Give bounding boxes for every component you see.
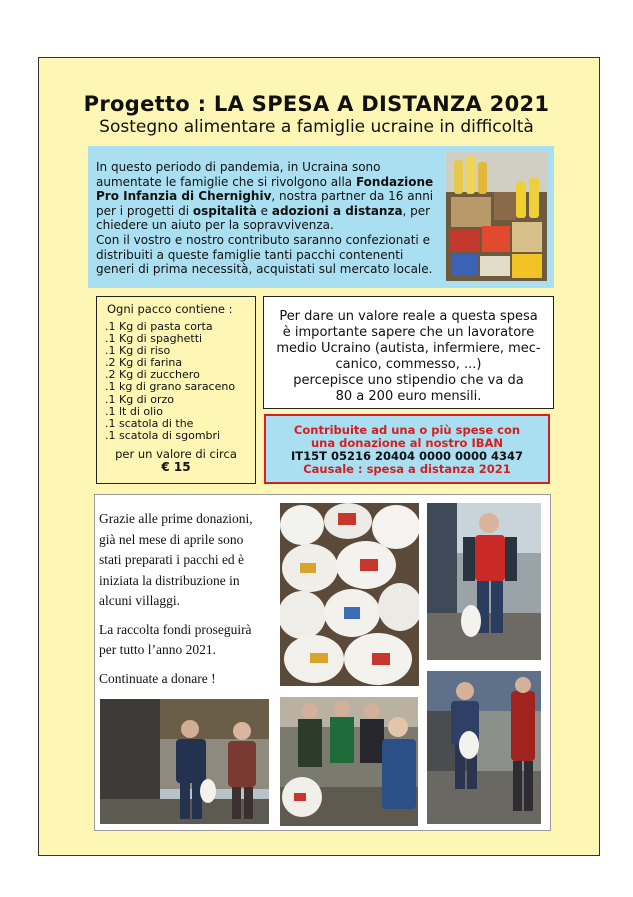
list-item: .2 Kg di farina — [105, 356, 183, 370]
package-contents-box — [96, 296, 256, 484]
list-item: .1 Kg di orzo — [105, 392, 174, 406]
salary-info-box — [263, 296, 554, 409]
list-item: .2 Kg di zucchero — [105, 368, 200, 382]
donation-text: Contribuite ad una o più spese con una donazione al nostro IBAN IT15T 05216 20404 0000 0000 4347 Causale : spesa a distanza 2021 — [290, 423, 524, 476]
food-parcels-photo — [280, 503, 419, 686]
list-item: .1 lt di olio — [105, 404, 163, 418]
intro-text: In questo periodo di pandemia, in Ucraina sono aumentate le famiglie che si rivolgono alla Fondazione Pro Infanzia di Chernighiv, nostra partner da 16 anni per i progetti di ospitalità e adozioni a distanza, per chiedere un aiuto per la sopravvivenza. Con il vostro e nostro contributo saranno confezionati e distribuiti a queste famiglie tanti pacchi contenenti generi di prima necessità, acquistati sul mercato locale. — [96, 160, 434, 277]
donation-box — [264, 414, 550, 484]
causale: Causale : spesa a distanza 2021 — [303, 462, 511, 476]
list-item: .1 scatola di the — [105, 416, 194, 430]
delivery-photo — [427, 671, 541, 824]
villagers-photo — [280, 697, 418, 826]
village-delivery-photo — [100, 699, 269, 824]
food-supplies-photo — [446, 152, 547, 281]
list-item: .1 kg di grano saraceno — [105, 380, 236, 394]
list-item: .1 Kg di spaghetti — [105, 332, 203, 346]
list-item: .1 scatola di sgombri — [105, 428, 221, 442]
thanks-text: Grazie alle prime donazioni, già nel mese di aprile sono stati preparati i pacchi ed è iniziata la distribuzione in alcuni villaggi. La raccolta fondi proseguirà per tutto l’anno 2021. Continuate a donare ! — [99, 511, 253, 686]
page-subtitle: Sostegno alimentare a famiglie ucraine in difficoltà — [99, 117, 534, 137]
package-contents-title: Ogni pacco contiene : — [107, 302, 233, 316]
volunteer-photo — [427, 503, 541, 660]
salary-info-text: Per dare un valore reale a questa spesa è importante sapere che un lavoratore medio Ucraino (autista, infermiere, mec- canico, commesso, ...) percepisce uno stipendio che va da 80 a 200 euro mensili. — [276, 309, 541, 404]
list-item: .1 Kg di pasta corta — [105, 320, 213, 333]
package-value-label: per un valore di circa — [115, 447, 237, 461]
package-contents-list — [105, 321, 235, 442]
page-title: Progetto : LA SPESA A DISTANZA 2021 — [83, 92, 550, 116]
iban: IT15T 05216 20404 0000 0000 4347 — [290, 449, 524, 463]
list-item: .1 Kg di riso — [105, 344, 171, 358]
package-price: € 15 — [161, 460, 191, 474]
